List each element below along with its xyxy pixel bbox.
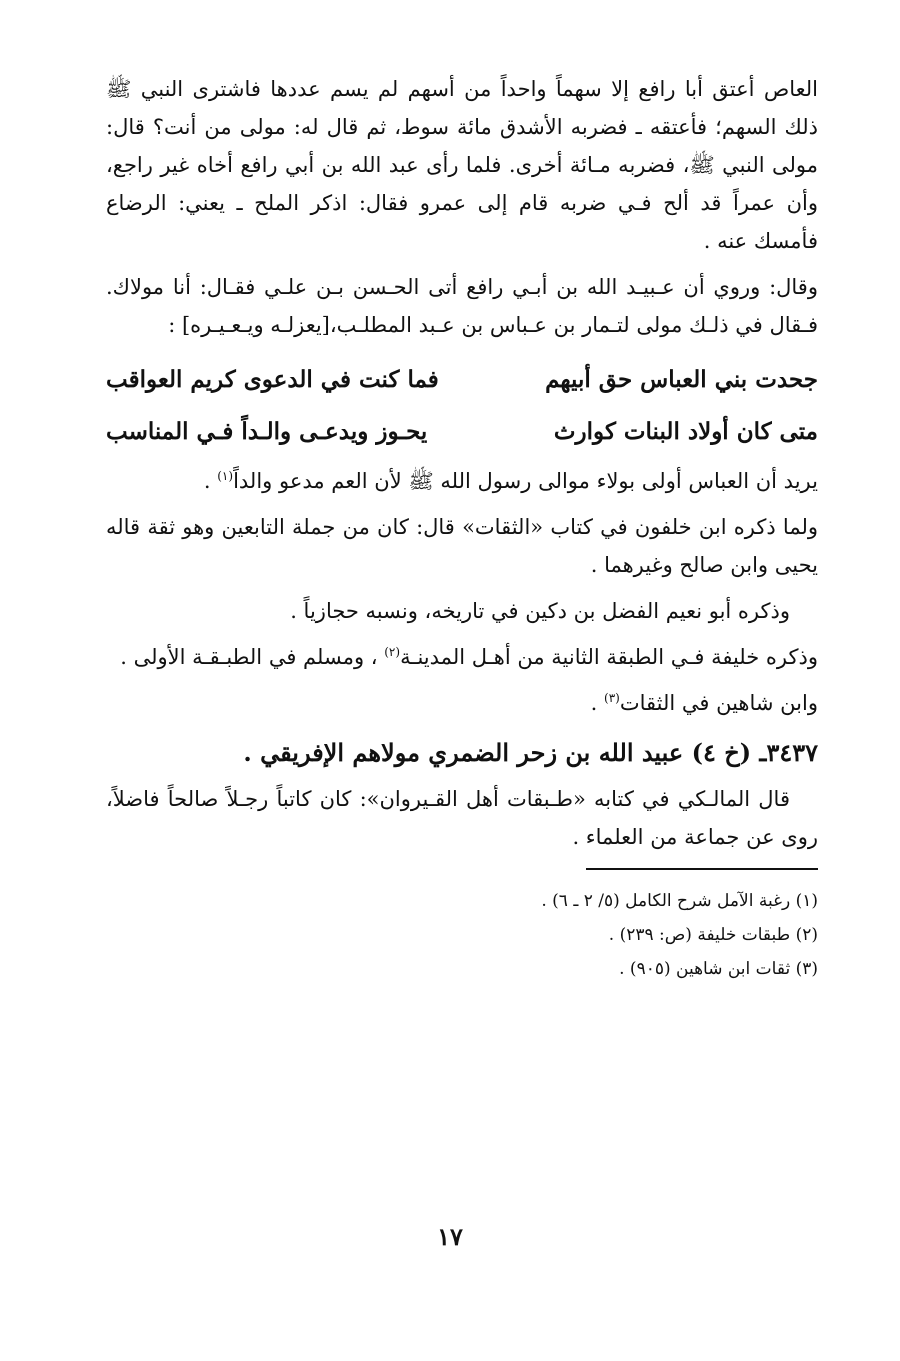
paragraph-4: ولما ذكره ابن خلفون في كتاب «الثقات» قال: كان من جملة التابعين وهو ثقة قاله يحيى وابن صالح وغيرهما . [106, 515, 818, 577]
paragraph-3-text: يريد أن العباس أولى بولاء موالى رسول الله ﷺ لأن العم مدعو والداً [233, 469, 818, 493]
paragraph-2: وقال: وروي أن عـبيـد الله بن أبـي رافع أتى الحـسن بـن علـي فقـال: أنا مولاك. فـقال في ذلـك مولى لتـمار بن عـباس بن عـبد المطلـب،[يعزلـه ويـعـيـره] : [106, 275, 818, 337]
entry-heading: ٣٤٣٧ـ (خ ٤) عبيد الله بن زحر الضمري مولاهم الإفريقي . [243, 738, 818, 767]
footnote-1: (١) رغبة الآمل شرح الكامل (٥/ ٢ ـ ٦) . [541, 891, 818, 911]
footnote-2: (٢) طبقات خليفة (ص: ٢٣٩) . [608, 925, 818, 945]
paragraph-6-end: ، ومسلم في الطبـقـة الأولى . [120, 645, 378, 669]
paragraph-5: وذكره أبو نعيم الفضل بن دكين في تاريخه، ونسبه حجازياً . [290, 599, 790, 623]
paragraph-7-end: . [590, 691, 598, 715]
verse-2-first-hemistich: متى كان أولاد البنات كوارث [553, 418, 818, 445]
paragraph-7-text: وابن شاهين في الثقات [619, 691, 818, 715]
poem [106, 354, 818, 458]
footnote-ref-3[interactable]: (٣) [604, 691, 620, 705]
footnote-divider [586, 868, 818, 870]
paragraph-7 [106, 684, 818, 722]
verse-line-1 [106, 354, 818, 406]
paragraph-8: قال المالـكي في كتابه «طـبقات أهل القـيروان»: كان كاتباً رجـلاً صالحاً فاضلاً، روى عن جماعة من العلماء . [106, 787, 818, 849]
page-number: ١٧ [437, 1222, 463, 1251]
verse-line-2 [106, 406, 818, 458]
paragraph-3 [106, 462, 818, 500]
footnotes [106, 884, 818, 986]
verse-1-first-hemistich: جحدت بني العباس حق أبيهم [545, 366, 818, 393]
footnote-3: (٣) ثقات ابن شاهين (٩٠٥) . [619, 959, 818, 979]
paragraph-6-text: وذكره خليفة فـي الطبقة الثانية من أهـل المدينـة [400, 645, 818, 669]
verse-1-second-hemistich: فما كنت في الدعوى كريم العواقب [106, 366, 439, 393]
page-body [106, 70, 818, 986]
paragraph-3-end: . [203, 469, 211, 493]
footnote-ref-2[interactable]: (٢) [384, 645, 401, 659]
paragraph-6 [106, 638, 818, 676]
paragraph-1: العاص أعتق أبا رافع إلا سهماً واحداً من أسهم لم يسم عددها فاشترى النبي ﷺ ذلك السهم؛ فأعتقه ـ فضربه الأشدق مائة سوط، ثم قال له: مولى من أنت؟ قال: مولى النبي ﷺ، فضربه مـائة أخرى. فلما رأى عبد الله بن أبي رافع أخاه غير راجع، وأن عمراً قد ألح فـي ضربه قام إلى عمرو فقال: اذكر الملح ـ يعني: الرضاع فأمسك عنه . [106, 77, 818, 253]
verse-2-second-hemistich: يحـوز ويدعـى والـداً فـي المناسب [106, 418, 428, 445]
footnote-ref-1[interactable]: (١) [217, 469, 234, 483]
